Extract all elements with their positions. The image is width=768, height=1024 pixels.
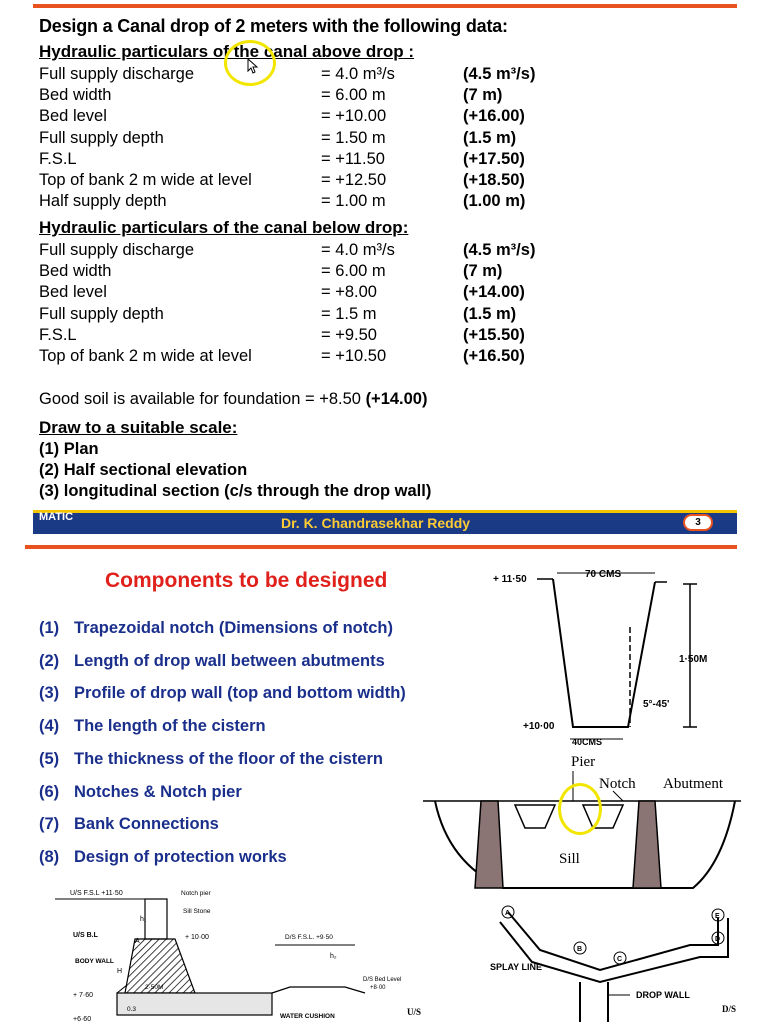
component-text: Bank Connections xyxy=(74,815,219,834)
draw-heading: Draw to a suitable scale: xyxy=(39,418,238,437)
component-text: Profile of drop wall (top and bottom width) xyxy=(74,684,406,703)
svg-text:D/S F.S.L. +9·50: D/S F.S.L. +9·50 xyxy=(285,934,333,941)
draw-item: (2) Half sectional elevation xyxy=(39,461,248,479)
parameter-value: = 1.50 m xyxy=(321,128,386,147)
footer-author: Dr. K. Chandrasekhar Reddy xyxy=(281,515,471,531)
parameter-row xyxy=(39,192,729,213)
svg-text:Sill Stone: Sill Stone xyxy=(183,908,211,915)
notch-figure xyxy=(485,567,735,752)
svg-text:A: A xyxy=(505,910,511,917)
parameter-row xyxy=(39,283,729,304)
slide-components xyxy=(25,545,737,1024)
component-item xyxy=(39,848,287,867)
component-number: (1) xyxy=(39,619,60,637)
component-item xyxy=(39,619,393,638)
parameter-label: Top of bank 2 m wide at level xyxy=(39,347,252,365)
parameter-value: = 6.00 m xyxy=(321,262,386,281)
parameter-value: = 1.5 m xyxy=(321,304,377,323)
slide-top-bar xyxy=(33,4,737,8)
parameter-value: = 6.00 m xyxy=(321,86,386,105)
svg-text:Notch pier: Notch pier xyxy=(181,890,211,897)
svg-text:2·50M: 2·50M xyxy=(145,984,164,991)
svg-text:BODY WALL: BODY WALL xyxy=(75,958,114,965)
pier-left xyxy=(475,801,503,888)
component-text: The length of the cistern xyxy=(74,717,266,736)
parameter-row xyxy=(39,86,729,107)
svg-text:B: B xyxy=(577,946,583,953)
svg-text:+8·00: +8·00 xyxy=(370,985,386,991)
component-item xyxy=(39,684,406,703)
section-heading-below: Hydraulic particulars of the canal below drop: xyxy=(39,218,409,237)
notch-top-level: + 11·50 xyxy=(493,574,527,585)
svg-text:E: E xyxy=(715,913,720,920)
parameter-label: Full supply discharge xyxy=(39,241,194,259)
svg-text:U/S B.L: U/S B.L xyxy=(73,932,98,939)
parameter-alt-value: (4.5 m³/s) xyxy=(463,241,536,259)
slide-top-bar xyxy=(25,545,737,549)
splay-label: SPLAY LINE xyxy=(490,962,543,972)
component-text: Trapezoidal notch (Dimensions of notch) xyxy=(74,619,394,637)
component-text: Notches & Notch pier xyxy=(74,782,242,801)
notch-pier-block xyxy=(145,899,167,939)
component-number: (8) xyxy=(39,847,60,866)
drop-wall-label: DROP WALL xyxy=(636,990,690,1000)
footer-stripe xyxy=(33,510,737,513)
highlight-ring xyxy=(558,783,602,835)
parameter-value: = 4.0 m³/s xyxy=(321,65,395,83)
svg-text:+6·60: +6·60 xyxy=(73,1016,92,1023)
cistern-floor xyxy=(117,993,272,1015)
parameter-alt-value: (1.5 m) xyxy=(463,304,517,323)
plan-figure xyxy=(460,900,740,1024)
parameter-label: F.S.L xyxy=(39,325,77,344)
parameter-alt-value: (+18.50) xyxy=(463,171,525,189)
parameter-value: = +9.50 xyxy=(321,325,377,344)
draw-item: (3) longitudinal section (c/s through the drop wall) xyxy=(39,482,432,500)
abutment-right xyxy=(633,801,661,888)
parameter-value: = 1.00 m xyxy=(321,192,386,211)
svg-text:D/S Bed Level: D/S Bed Level xyxy=(363,977,402,983)
parameter-value: = 4.0 m³/s xyxy=(321,241,395,259)
ds-label: D/S xyxy=(722,1004,737,1014)
notch-bottom-level: +10·00 xyxy=(523,721,555,732)
svg-text:H: H xyxy=(117,968,123,975)
soil-note: Good soil is available for foundation = +8.50 (+14.00) xyxy=(39,390,428,408)
notch-depth: 1·50M xyxy=(679,654,708,665)
parameter-row xyxy=(39,347,729,368)
parameter-label: Full supply depth xyxy=(39,128,164,147)
parameter-alt-value: (4.5 m³/s) xyxy=(463,65,536,83)
mouse-cursor-icon xyxy=(247,58,259,74)
parameter-row xyxy=(39,107,729,128)
parameter-row xyxy=(39,129,729,150)
parameter-alt-value: (+16.00) xyxy=(463,107,525,126)
parameter-label: Top of bank 2 m wide at level xyxy=(39,171,252,189)
svg-text:h₁: h₁ xyxy=(140,916,147,923)
parameter-label: Bed width xyxy=(39,262,112,281)
slide-footer xyxy=(33,510,737,534)
parameter-value: = +12.50 xyxy=(321,171,387,189)
parameter-row xyxy=(39,326,729,347)
svg-text:+ 10·00: + 10·00 xyxy=(185,934,209,941)
notch-profile xyxy=(553,579,655,727)
parameter-alt-value: (1.5 m) xyxy=(463,128,517,147)
parameter-alt-value: (7 m) xyxy=(463,262,503,281)
parameter-row xyxy=(39,305,729,326)
slide-design-data xyxy=(25,0,737,538)
draw-item: (1) Plan xyxy=(39,440,99,458)
svg-text:U/S F.S.L +11·50: U/S F.S.L +11·50 xyxy=(70,890,123,897)
notch-bottom-width: 40CMS xyxy=(572,737,603,747)
component-item xyxy=(39,717,266,736)
parameter-alt-value: (7 m) xyxy=(463,86,503,105)
component-number: (6) xyxy=(39,782,60,801)
parameter-label: Bed level xyxy=(39,283,107,302)
parameter-value: = +8.00 xyxy=(321,283,377,302)
component-number: (5) xyxy=(39,749,60,768)
page-number-badge: 3 xyxy=(683,514,713,531)
parameter-alt-value: (+16.50) xyxy=(463,347,525,365)
parameter-label: Half supply depth xyxy=(39,192,167,211)
parameter-alt-value: (+14.00) xyxy=(463,283,525,302)
parameter-alt-value: (+15.50) xyxy=(463,325,525,344)
notch-label: Notch xyxy=(599,776,636,792)
svg-text:C: C xyxy=(617,956,623,963)
longitudinal-figure xyxy=(45,883,425,1023)
footer-brand: MATIC xyxy=(39,511,74,523)
parameter-row xyxy=(39,241,729,262)
parameter-value: = +10.00 xyxy=(321,107,387,126)
parameter-row xyxy=(39,65,729,86)
component-text: The thickness of the floor of the cistern xyxy=(74,749,383,768)
component-text: Length of drop wall between abutments xyxy=(74,651,385,670)
parameter-row xyxy=(39,262,729,283)
parameter-alt-value: (+17.50) xyxy=(463,149,525,168)
component-number: (7) xyxy=(39,815,60,834)
component-number: (3) xyxy=(39,684,60,703)
parameter-label: Bed width xyxy=(39,86,112,105)
parameter-row xyxy=(39,150,729,171)
svg-text:WATER CUSHION: WATER CUSHION xyxy=(280,1013,335,1020)
svg-text:+ 7·60: + 7·60 xyxy=(73,992,94,999)
sill-label: Sill xyxy=(559,851,580,867)
slide-title: Components to be designed xyxy=(105,569,388,592)
component-number: (4) xyxy=(39,717,60,736)
svg-text:U/S: U/S xyxy=(407,1007,422,1017)
parameter-alt-value: (1.00 m) xyxy=(463,192,526,211)
component-item xyxy=(39,652,385,671)
component-item xyxy=(39,815,219,834)
abutment-label: Abutment xyxy=(663,776,723,792)
notch-angle: 5°-45' xyxy=(643,699,670,710)
notch-top-width: 70 CMS xyxy=(585,569,622,580)
slide-title: Design a Canal drop of 2 meters with the following data: xyxy=(39,16,508,36)
svg-text:D: D xyxy=(715,936,721,943)
component-text: Design of protection works xyxy=(74,847,287,866)
component-item xyxy=(39,783,242,802)
parameter-label: Full supply discharge xyxy=(39,65,194,83)
svg-text:h₂: h₂ xyxy=(330,953,337,960)
section-heading-above: Hydraulic particulars of the canal above drop : xyxy=(39,42,415,61)
parameter-label: F.S.L xyxy=(39,149,77,168)
parameter-value: = +11.50 xyxy=(321,149,385,168)
parameter-value: = +10.50 xyxy=(321,347,387,365)
parameter-label: Bed level xyxy=(39,107,107,126)
parameter-label: Full supply depth xyxy=(39,304,164,323)
pier-label: Pier xyxy=(571,754,596,770)
parameter-row xyxy=(39,171,729,192)
component-item xyxy=(39,750,383,769)
svg-text:0.3: 0.3 xyxy=(127,1006,137,1013)
component-number: (2) xyxy=(39,651,60,670)
